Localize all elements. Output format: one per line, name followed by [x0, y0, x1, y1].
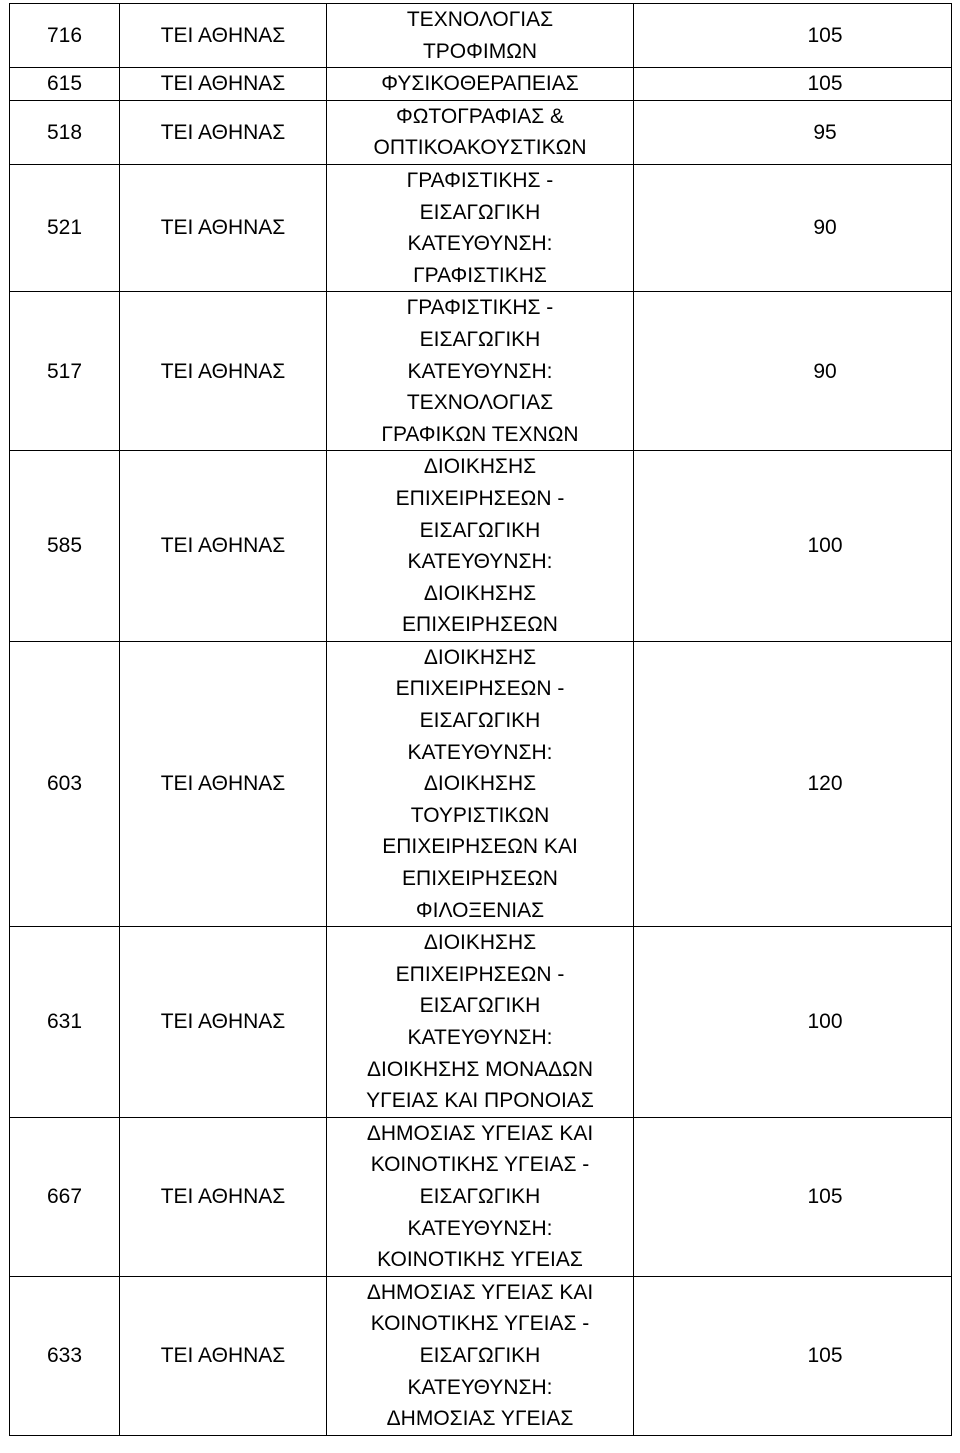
- department-name-cell: [327, 4, 634, 68]
- department-name-line: ΕΙΣΑΓΩΓΙΚΗ: [419, 518, 541, 542]
- department-name-cell: [327, 68, 634, 101]
- value-text: 105: [807, 1184, 843, 1208]
- table-row: [10, 927, 952, 1118]
- department-code-cell: 633: [10, 1276, 120, 1435]
- department-name-line: ΕΙΣΑΓΩΓΙΚΗ: [419, 1343, 541, 1367]
- table-body: [10, 4, 952, 1436]
- department-name-line: ΔΗΜΟΣΙΑΣ ΥΓΕΙΑΣ ΚΑΙ: [366, 1280, 594, 1304]
- department-name-line: ΟΠΤΙΚΟΑΚΟΥΣΤΙΚΩΝ: [373, 136, 587, 160]
- value-text: 95: [813, 120, 837, 144]
- value-cell: [634, 451, 952, 642]
- table-row: [10, 292, 952, 451]
- table-row: [10, 451, 952, 642]
- department-name-line: ΓΡΑΦΙΚΩΝ ΤΕΧΝΩΝ: [381, 422, 579, 446]
- department-name-cell: [327, 927, 634, 1118]
- department-name-cell: [327, 641, 634, 926]
- department-name-cell: [327, 164, 634, 291]
- institution-cell: ΤΕΙ ΑΘΗΝΑΣ: [120, 68, 327, 101]
- department-name-line: ΓΡΑΦΙΣΤΙΚΗΣ: [413, 263, 547, 287]
- department-name-line: ΚΑΤΕΥΘΥΝΣΗ:: [407, 1216, 553, 1240]
- department-name-line: ΦΩΤΟΓΡΑΦΙΑΣ &: [395, 104, 565, 128]
- department-name-line: ΚΑΤΕΥΘΥΝΣΗ:: [407, 1375, 553, 1399]
- institution-cell: ΤΕΙ ΑΘΗΝΑΣ: [120, 164, 327, 291]
- department-name-line: ΚΑΤΕΥΘΥΝΣΗ:: [407, 550, 553, 574]
- department-name-line: ΔΙΟΙΚΗΣΗΣ: [423, 455, 537, 479]
- department-name-line: ΕΠΙΧΕΙΡΗΣΕΩΝ: [402, 867, 558, 891]
- institution-cell: ΤΕΙ ΑΘΗΝΑΣ: [120, 292, 327, 451]
- department-name-line: ΚΟΙΝΟΤΙΚΗΣ ΥΓΕΙΑΣ: [377, 1248, 583, 1272]
- department-name-line: ΕΙΣΑΓΩΓΙΚΗ: [419, 709, 541, 733]
- department-name-line: ΕΠΙΧΕΙΡΗΣΕΩΝ ΚΑΙ: [382, 835, 578, 859]
- department-name-line: ΔΙΟΙΚΗΣΗΣ ΜΟΝΑΔΩΝ: [366, 1057, 594, 1081]
- table-row: [10, 100, 952, 164]
- department-name-line: ΓΡΑΦΙΣΤΙΚΗΣ -: [406, 168, 554, 192]
- department-code-cell: 603: [10, 641, 120, 926]
- department-name-line: ΦΙΛΟΞΕΝΙΑΣ: [415, 898, 545, 922]
- table-row: [10, 4, 952, 68]
- department-name-line: ΚΑΤΕΥΘΥΝΣΗ:: [407, 232, 553, 256]
- value-cell: [634, 164, 952, 291]
- value-text: 100: [807, 534, 843, 558]
- institution-cell: ΤΕΙ ΑΘΗΝΑΣ: [120, 927, 327, 1118]
- value-text: 100: [807, 1010, 843, 1034]
- value-text: 105: [807, 23, 843, 47]
- department-name-line: ΕΠΙΧΕΙΡΗΣΕΩΝ -: [395, 962, 565, 986]
- department-name-line: ΔΙΟΙΚΗΣΗΣ: [423, 581, 537, 605]
- value-cell: [634, 4, 952, 68]
- department-name-cell: [327, 1276, 634, 1435]
- department-name-line: ΕΙΣΑΓΩΓΙΚΗ: [419, 994, 541, 1018]
- department-code-cell: 585: [10, 451, 120, 642]
- department-name-line: ΤΕΧΝΟΛΟΓΙΑΣ: [406, 391, 554, 415]
- table-row: [10, 68, 952, 101]
- department-name-cell: [327, 451, 634, 642]
- department-name-cell: [327, 1117, 634, 1276]
- department-name-line: ΕΙΣΑΓΩΓΙΚΗ: [419, 1184, 541, 1208]
- value-cell: [634, 1276, 952, 1435]
- department-name-line: ΕΠΙΧΕΙΡΗΣΕΩΝ -: [395, 677, 565, 701]
- table-row: [10, 641, 952, 926]
- department-name-line: ΕΠΙΧΕΙΡΗΣΕΩΝ: [402, 613, 558, 637]
- department-name-line: ΥΓΕΙΑΣ ΚΑΙ ΠΡΟΝΟΙΑΣ: [366, 1089, 594, 1113]
- table-row: [10, 164, 952, 291]
- department-name-line: ΔΗΜΟΣΙΑΣ ΥΓΕΙΑΣ: [386, 1407, 574, 1431]
- value-cell: [634, 68, 952, 101]
- institution-cell: ΤΕΙ ΑΘΗΝΑΣ: [120, 4, 327, 68]
- department-name-line: ΦΥΣΙΚΟΘΕΡΑΠΕΙΑΣ: [381, 72, 579, 96]
- department-name-cell: [327, 100, 634, 164]
- department-name-line: ΔΙΟΙΚΗΣΗΣ: [423, 645, 537, 669]
- department-code-cell: 716: [10, 4, 120, 68]
- department-name-line: ΔΗΜΟΣΙΑΣ ΥΓΕΙΑΣ ΚΑΙ: [366, 1121, 594, 1145]
- value-cell: [634, 927, 952, 1118]
- department-name-line: ΚΑΤΕΥΘΥΝΣΗ:: [407, 359, 553, 383]
- department-name-line: ΚΑΤΕΥΘΥΝΣΗ:: [407, 1026, 553, 1049]
- department-name-cell: [327, 292, 634, 451]
- department-code-cell: 521: [10, 164, 120, 291]
- department-name-line: ΓΡΑΦΙΣΤΙΚΗΣ -: [406, 296, 554, 320]
- value-cell: [634, 1117, 952, 1276]
- department-code-cell: 517: [10, 292, 120, 451]
- department-code-cell: 518: [10, 100, 120, 164]
- value-text: 120: [807, 772, 843, 796]
- departments-table: [9, 3, 952, 1436]
- value-cell: [634, 292, 952, 451]
- department-name-line: ΚΑΤΕΥΘΥΝΣΗ:: [407, 740, 553, 764]
- institution-cell: ΤΕΙ ΑΘΗΝΑΣ: [120, 641, 327, 926]
- department-name-line: ΕΙΣΑΓΩΓΙΚΗ: [419, 200, 541, 224]
- department-name-line: ΔΙΟΙΚΗΣΗΣ: [423, 931, 537, 955]
- table-row: [10, 1117, 952, 1276]
- value-text: 90: [813, 216, 837, 240]
- department-code-cell: 615: [10, 68, 120, 101]
- department-name-line: ΔΙΟΙΚΗΣΗΣ: [423, 772, 537, 796]
- institution-cell: ΤΕΙ ΑΘΗΝΑΣ: [120, 1117, 327, 1276]
- department-code-cell: 667: [10, 1117, 120, 1276]
- department-name-line: ΤΟΥΡΙΣΤΙΚΩΝ: [410, 803, 550, 827]
- department-name-line: ΕΠΙΧΕΙΡΗΣΕΩΝ -: [395, 486, 565, 510]
- table-row: [10, 1276, 952, 1435]
- department-code-cell: 631: [10, 927, 120, 1118]
- value-cell: [634, 641, 952, 926]
- department-name-line: ΕΙΣΑΓΩΓΙΚΗ: [419, 327, 541, 351]
- institution-cell: ΤΕΙ ΑΘΗΝΑΣ: [120, 451, 327, 642]
- value-cell: [634, 100, 952, 164]
- department-name-line: ΤΕΧΝΟΛΟΓΙΑΣ: [406, 8, 554, 31]
- value-text: 90: [813, 359, 837, 383]
- value-text: 105: [807, 72, 843, 96]
- department-name-line: ΚΟΙΝΟΤΙΚΗΣ ΥΓΕΙΑΣ -: [370, 1153, 590, 1177]
- department-name-line: ΤΡΟΦΙΜΩΝ: [422, 39, 538, 63]
- institution-cell: ΤΕΙ ΑΘΗΝΑΣ: [120, 1276, 327, 1435]
- value-text: 105: [807, 1343, 843, 1367]
- institution-cell: ΤΕΙ ΑΘΗΝΑΣ: [120, 100, 327, 164]
- department-name-line: ΚΟΙΝΟΤΙΚΗΣ ΥΓΕΙΑΣ -: [370, 1312, 590, 1336]
